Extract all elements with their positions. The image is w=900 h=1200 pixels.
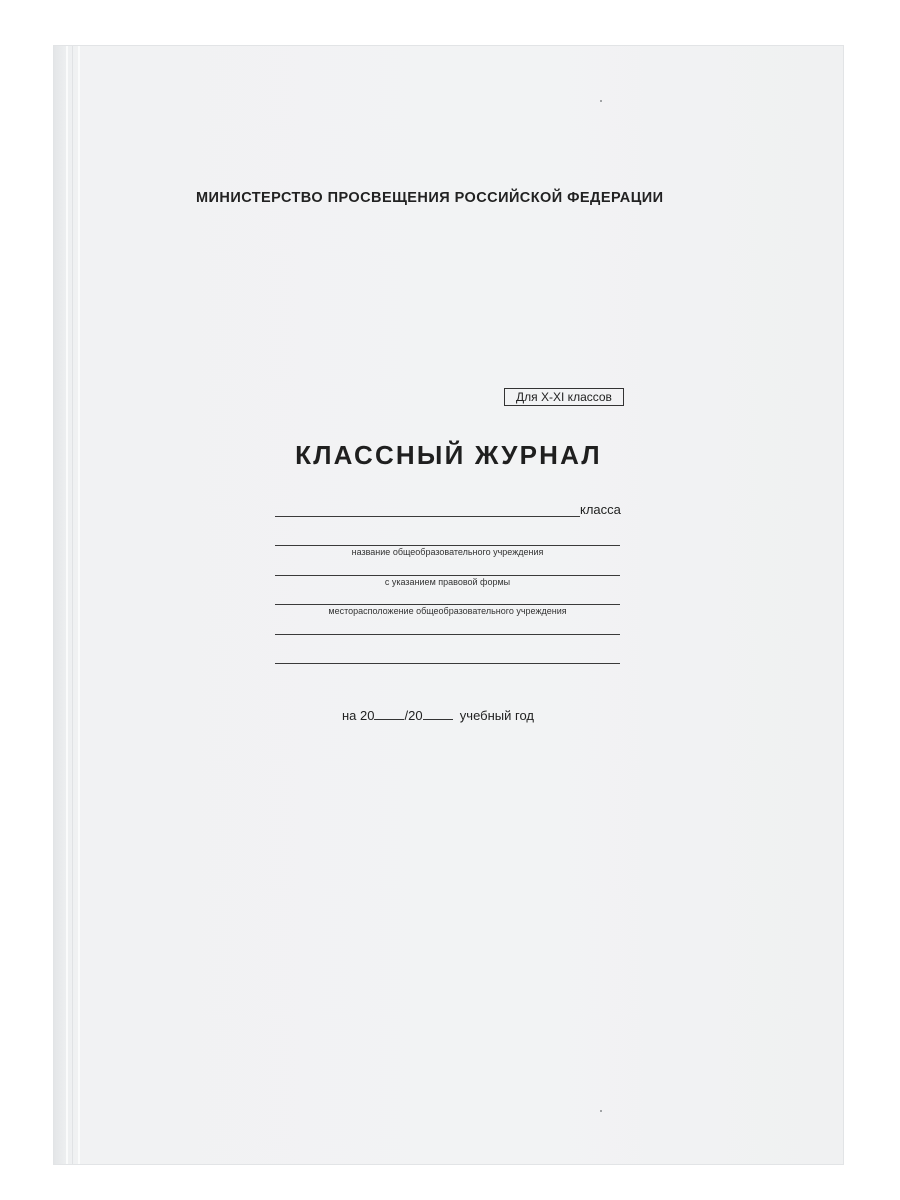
year-suffix: учебный год xyxy=(459,708,534,723)
extra-line xyxy=(275,634,620,635)
spine-groove xyxy=(72,46,73,1164)
dust-speck xyxy=(600,1110,602,1112)
year-blank-end xyxy=(423,719,453,720)
year-separator: /20 xyxy=(404,708,423,723)
institution-name-line xyxy=(275,545,620,546)
grades-label-box xyxy=(504,388,624,406)
spine-highlight xyxy=(78,46,80,1164)
legal-form-caption: с указанием правовой формы xyxy=(384,577,511,587)
grades-label: Для X-XI классов xyxy=(516,390,612,404)
institution-name-caption: название общеобразовательного учреждения xyxy=(351,547,544,557)
journal-cover xyxy=(54,46,843,1164)
ministry-heading: МИНИСТЕРСТВО ПРОСВЕЩЕНИЯ РОССИЙСКОЙ ФЕДЕРАЦИИ xyxy=(196,190,664,206)
class-blank-line xyxy=(275,516,580,517)
extra-line xyxy=(275,663,620,664)
location-caption: месторасположение общеобразовательного учреждения xyxy=(328,606,567,616)
academic-year-row xyxy=(342,708,534,726)
year-prefix: на 20 xyxy=(342,708,375,723)
legal-form-line xyxy=(275,575,620,576)
spine-highlight xyxy=(66,46,68,1164)
class-word: класса xyxy=(580,502,621,517)
location-line xyxy=(275,604,620,605)
year-blank-start xyxy=(374,719,404,720)
journal-title: КЛАССНЫЙ ЖУРНАЛ xyxy=(295,440,602,470)
dust-speck xyxy=(600,100,602,102)
